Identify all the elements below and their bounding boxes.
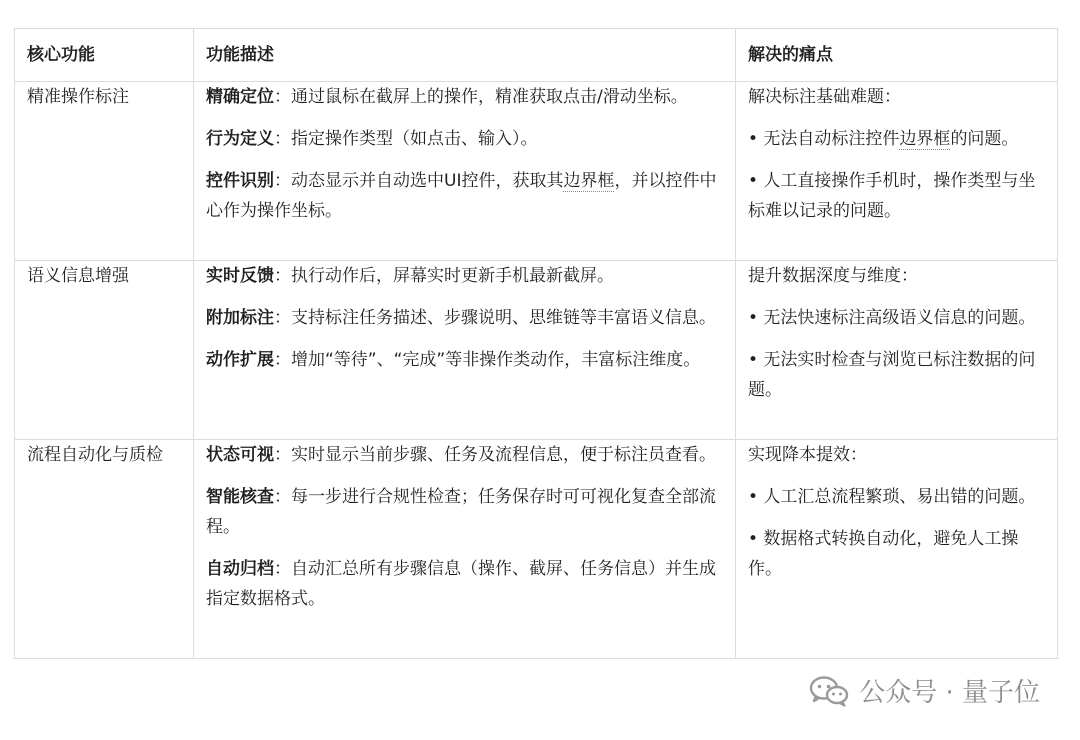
pain-intro: 解决标注基础难题： — [748, 87, 901, 107]
pain-item: • 无法快速标注高级语义信息的问题。 — [748, 308, 1036, 328]
table-header-row — [15, 29, 1058, 82]
watermark-text: 公众号 · 量子位 — [859, 678, 1040, 708]
description-text: ：每一步进行合规性检查；任务保存时可可视化复查全部流程。 — [206, 487, 716, 537]
header-pain-points: 解决的痛点 — [736, 29, 1058, 82]
description-term: 自动归档 — [206, 559, 274, 579]
description-text: ：实时显示当前步骤、任务及流程信息，便于标注员查看。 — [274, 445, 716, 465]
header-feature-description: 功能描述 — [194, 29, 736, 82]
feature-description-cell — [194, 261, 736, 440]
description-item — [206, 554, 723, 614]
pain-points-cell — [736, 82, 1058, 261]
description-term: 精确定位 — [206, 87, 274, 107]
pain-item: • 人工直接操作手机时，操作类型与坐标难以记录的问题。 — [748, 171, 1036, 221]
table-row — [15, 82, 1058, 261]
description-term: 附加标注 — [206, 308, 274, 328]
description-text: ：动态显示并自动选中UI控件，获取其 — [274, 171, 564, 191]
description-term: 控件识别 — [206, 171, 274, 191]
description-term: 状态可视 — [206, 445, 274, 465]
description-text: ：执行动作后，屏幕实时更新手机最新截屏。 — [274, 266, 614, 286]
description-text: ，并以控件中心作为操作坐标。 — [206, 171, 717, 221]
feature-name: 精准操作标注 — [15, 82, 194, 261]
feature-table — [14, 28, 1058, 659]
description-text: ：指定操作类型（如点击、输入）。 — [274, 129, 538, 149]
description-item — [206, 261, 723, 291]
glossary-term-link[interactable]: 边界框 — [899, 129, 951, 149]
header-core-feature: 核心功能 — [15, 29, 194, 82]
feature-description-cell — [194, 82, 736, 261]
description-item — [206, 440, 723, 470]
description-text: ：自动汇总所有步骤信息（操作、截屏、任务信息）并生成指定数据格式。 — [206, 559, 716, 609]
table-row — [15, 440, 1058, 659]
description-item — [206, 124, 723, 154]
table-row — [15, 261, 1058, 440]
description-term: 实时反馈 — [206, 266, 274, 286]
description-item — [206, 303, 723, 333]
pain-intro: 实现降本提效： — [748, 445, 867, 465]
description-text: ：增加“等待”、“完成”等非操作类动作，丰富标注维度。 — [274, 350, 701, 370]
pain-points-cell — [736, 261, 1058, 440]
watermark — [809, 672, 1040, 709]
description-item — [206, 482, 723, 542]
description-text: ：支持标注任务描述、步骤说明、思维链等丰富语义信息。 — [274, 308, 716, 328]
description-term: 动作扩展 — [206, 350, 274, 370]
description-item — [206, 345, 723, 375]
description-item — [206, 166, 723, 226]
description-term: 行为定义 — [206, 129, 274, 149]
description-term: 智能核查 — [206, 487, 274, 507]
pain-item: • 数据格式转换自动化，避免人工操作。 — [748, 529, 1019, 579]
wechat-icon — [809, 675, 849, 707]
description-item — [206, 82, 723, 112]
pain-intro: 提升数据深度与维度： — [748, 266, 918, 286]
feature-description-cell — [194, 440, 736, 659]
feature-name: 语义信息增强 — [15, 261, 194, 440]
pain-item: • 人工汇总流程繁琐、易出错的问题。 — [748, 487, 1036, 507]
pain-item: • 无法自动标注控件边界框的问题。 — [748, 129, 1019, 149]
pain-item: • 无法实时检查与浏览已标注数据的问题。 — [748, 350, 1036, 400]
glossary-term-link[interactable]: 边界框 — [563, 171, 615, 191]
description-text: ：通过鼠标在截屏上的操作，精准获取点击/滑动坐标。 — [274, 87, 688, 107]
pain-points-cell — [736, 440, 1058, 659]
feature-name: 流程自动化与质检 — [15, 440, 194, 659]
